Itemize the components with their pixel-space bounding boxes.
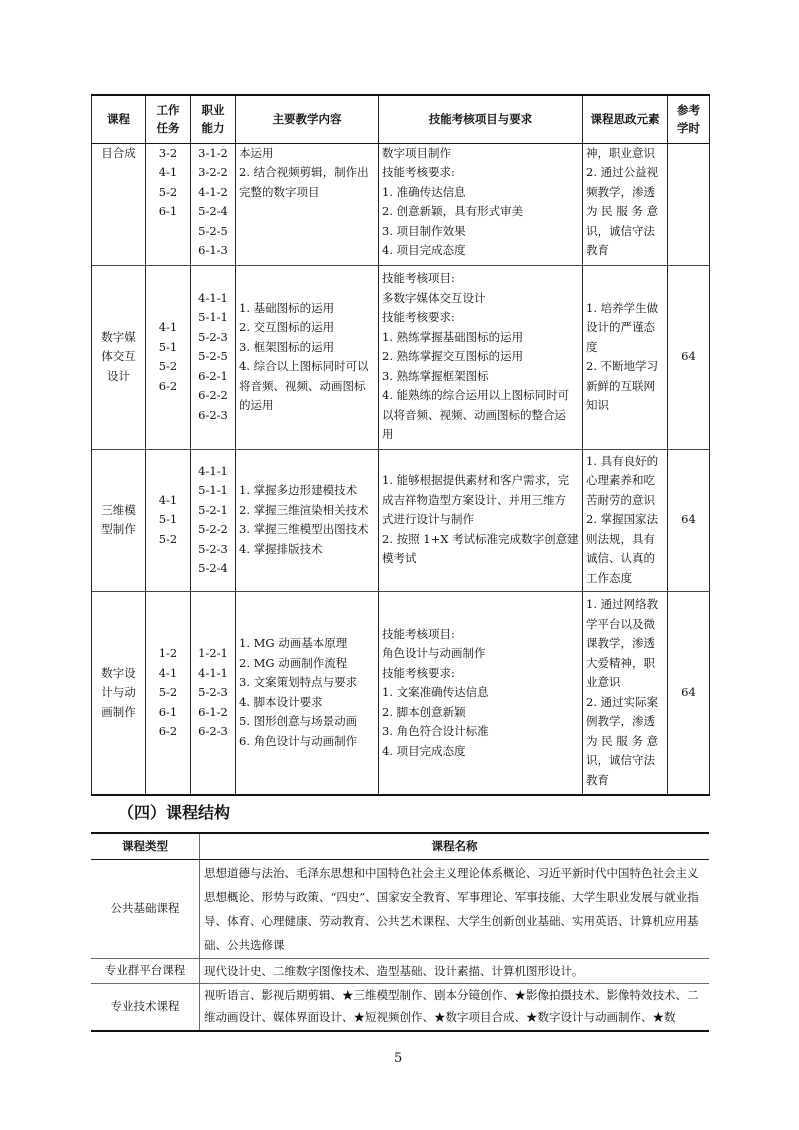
teaching-content-line: 1. MG 动画基本原理 [239, 636, 348, 651]
ideology-elements [583, 143, 668, 265]
career-abilities [191, 449, 236, 591]
teaching-content-line: 2. 结合视频剪辑，制作出 [239, 165, 369, 179]
ideology-elements-line: 1. 培养学生做 [586, 300, 659, 315]
work-tasks [146, 143, 191, 265]
ideology-elements-line: 2. 通过实际案 [586, 694, 659, 709]
skill-assessment-line: 3. 项目制作效果 [382, 223, 466, 238]
course-names: 现代设计史、二维数字图像技术、造型基础、设计素描、计算机图形设计。 [200, 958, 710, 983]
ideology-elements-line: 识，诚信守法 [586, 753, 655, 768]
teaching-content [236, 449, 379, 591]
ideology-elements-line: 为 民 服 务 意 [586, 733, 659, 748]
career-abilities-line: 5-2-3 [198, 329, 228, 344]
ideology-elements-line: 教育 [586, 243, 609, 257]
career-abilities-line: 6-2-2 [198, 388, 228, 403]
skill-assessment-line: 1. 能够根据提供素材和客户需求，完 [382, 473, 570, 488]
ideology-elements-line: 1. 具有良好的 [586, 453, 659, 468]
skill-assessment-line: 2. 按照 1+X 考试标准完成数字创意建 [382, 531, 579, 546]
reference-hours: 64 [668, 449, 710, 591]
course-type: 专业技术课程 [91, 983, 200, 1031]
teaching-content-line: 的运用 [239, 398, 274, 412]
career-abilities-line: 5-1-1 [198, 310, 228, 325]
career-abilities-line: 6-2-3 [198, 724, 228, 738]
teaching-content [236, 591, 379, 795]
teaching-content-line: 完整的数字项目 [239, 184, 320, 199]
career-abilities-line: 4-1-1 [198, 290, 228, 305]
skill-assessment-line: 4. 项目完成态度 [382, 743, 466, 758]
skill-assessment-line: 2. 熟练掌握交互图标的运用 [382, 349, 524, 364]
ideology-elements-line: 识，诚信守法 [586, 223, 655, 238]
teaching-content [236, 143, 379, 265]
skill-assessment-line: 3. 熟练掌握框架图标 [382, 368, 489, 383]
career-abilities-line: 3-2-2 [198, 165, 228, 179]
teaching-content-line: 5. 图形创意与场景动画 [239, 714, 358, 729]
ideology-elements-line: 频教学，渗透 [586, 184, 655, 199]
course-table [91, 94, 710, 796]
skill-assessment-line: 技能考核要求: [382, 165, 455, 179]
skill-assessment-line: 数字项目制作 [382, 145, 451, 160]
career-abilities-line: 5-2-4 [198, 204, 228, 218]
ideology-elements-line: 例教学，渗透 [586, 714, 655, 729]
work-tasks [146, 591, 191, 795]
teaching-content-line: 1. 基础图标的运用 [239, 300, 335, 315]
work-tasks-line: 3-2 [158, 145, 178, 160]
work-tasks-line: 4-1 [158, 320, 178, 334]
work-tasks [146, 265, 191, 449]
career-abilities [191, 143, 236, 265]
career-abilities-line: 6-2-3 [198, 407, 228, 422]
career-abilities-line: 5-2-2 [198, 522, 228, 536]
table-row [92, 591, 710, 795]
work-tasks-line: 4-1 [158, 665, 178, 680]
teaching-content-line: 本运用 [239, 145, 274, 160]
page-number: 5 [394, 1051, 403, 1066]
skill-assessment-line: 多数字媒体交互设计 [382, 290, 486, 305]
teaching-content-line: 将音频、视频、动画图标 [239, 378, 366, 393]
ideology-elements-line: 苦耐劳的意识 [586, 492, 655, 507]
work-tasks-line: 6-2 [158, 724, 178, 738]
teaching-content-line: 2. 交互图标的运用 [239, 320, 335, 334]
work-tasks-line: 5-1 [158, 512, 178, 527]
header-course-type: 课程类型 [91, 833, 200, 859]
skill-assessment-line: 角色设计与动画制作 [382, 646, 486, 660]
skill-assessment-line: 4. 能熟练的综合运用以上图标同时可 [382, 388, 570, 403]
course-name: 三维模 型制作 [92, 449, 146, 591]
ideology-elements-line: 则法规，具有 [586, 531, 655, 546]
ideology-elements-line: 2. 掌握国家法 [586, 512, 659, 527]
career-abilities-line: 5-2-5 [198, 349, 228, 364]
skill-assessment-line: 式进行设计与制作 [382, 512, 474, 527]
career-abilities-line: 5-2-5 [198, 223, 228, 238]
skill-assessment-line: 以将音频、视频、动画图标的整合运 [382, 407, 566, 422]
skill-assessment-line: 3. 角色符合设计标准 [382, 724, 489, 738]
reference-hours: 64 [668, 591, 710, 795]
ideology-elements-line: 知识 [586, 398, 609, 412]
ideology-elements-line: 大爱精神，职 [586, 655, 655, 670]
work-tasks-line: 6-2 [158, 378, 178, 393]
teaching-content-line: 2. 掌握三维渲染相关技术 [239, 502, 369, 517]
work-tasks [146, 449, 191, 591]
ideology-elements-line: 学平台以及微 [586, 616, 655, 631]
teaching-content-line: 4. 综合以上图标同时可以 [239, 359, 369, 373]
career-abilities-line: 3-1-2 [198, 145, 228, 160]
work-tasks-line: 5-2 [158, 359, 178, 373]
skill-assessment-line: 模考试 [382, 551, 417, 566]
skill-assessment-line: 2. 创意新颖，具有形式审美 [382, 204, 524, 218]
work-tasks-line: 4-1 [158, 492, 178, 507]
skill-assessment-line: 成吉祥物造型方案设计、并用三维方 [382, 492, 566, 507]
work-tasks-line: 5-1 [158, 339, 178, 354]
career-abilities-line: 6-1-3 [198, 243, 228, 257]
ideology-elements-line: 2. 通过公益视 [586, 165, 659, 179]
career-abilities-line: 4-1-1 [198, 665, 228, 680]
skill-assessment-line: 技能考核要求: [382, 665, 455, 680]
reference-hours: 64 [668, 265, 710, 449]
course-name: 数字设 计与动 画制作 [92, 591, 146, 795]
work-tasks-line: 6-1 [158, 704, 178, 719]
career-abilities-line: 1-2-1 [198, 646, 228, 660]
ideology-elements-line: 设计的严谨态 [586, 320, 655, 334]
ideology-elements-line: 工作态度 [586, 570, 632, 585]
table-row [91, 983, 709, 1031]
ideology-elements-line: 心理素养和吃 [586, 473, 655, 488]
work-tasks-line: 5-2 [158, 531, 178, 546]
ideology-elements-line: 课教学，渗透 [586, 636, 655, 651]
work-tasks-line: 5-2 [158, 685, 178, 699]
table-row [92, 143, 710, 265]
teaching-content-line: 4. 掌握排版技术 [239, 541, 323, 556]
ideology-elements [583, 265, 668, 449]
table-row [92, 449, 710, 591]
teaching-content-line: 3. 文案策划特点与要求 [239, 675, 358, 690]
career-abilities-line: 4-1-2 [198, 184, 228, 199]
header-skills: 技能考核项目与要求 [379, 95, 583, 143]
teaching-content-line: 1. 掌握多边形建模技术 [239, 483, 358, 497]
work-tasks-line: 6-1 [158, 204, 178, 218]
header-hours: 参考 学时 [668, 95, 710, 143]
career-abilities-line: 6-1-2 [198, 704, 228, 719]
header-ability: 职业 能力 [191, 95, 236, 143]
course-structure-table [91, 832, 709, 1032]
course-names: 视听语言、影视后期剪辑、★三维模型制作、剧本分镜创作、★影像拍摄技术、影像特效技术、二维动画设计、媒体界面设计、★短视频创作、★数字项目合成、★数字设计与动画制作、★数 [200, 983, 710, 1031]
teaching-content [236, 265, 379, 449]
skill-assessment [379, 265, 583, 449]
ideology-elements [583, 449, 668, 591]
ideology-elements [583, 591, 668, 795]
career-abilities-line: 5-2-3 [198, 685, 228, 699]
skill-assessment [379, 143, 583, 265]
skill-assessment-line: 技能考核项目: [382, 626, 455, 641]
course-type: 专业群平台课程 [91, 958, 200, 983]
skill-assessment [379, 591, 583, 795]
ideology-elements-line: 2. 不断地学习 [586, 359, 659, 373]
work-tasks-line: 5-2 [158, 184, 178, 199]
header-content: 主要教学内容 [236, 95, 379, 143]
section-title: （四）课程结构 [118, 803, 231, 822]
teaching-content-line: 2. MG 动画制作流程 [239, 655, 348, 670]
table-row [91, 859, 709, 958]
ideology-elements-line: 教育 [586, 772, 609, 787]
header-course: 课程 [92, 95, 146, 143]
career-abilities [191, 265, 236, 449]
career-abilities-line: 6-2-1 [198, 368, 228, 383]
career-abilities-line: 4-1-1 [198, 463, 228, 478]
course-name: 目合成 [92, 143, 146, 265]
ideology-elements-line: 业意识 [586, 675, 621, 690]
career-abilities [191, 591, 236, 795]
teaching-content-line: 4. 脚本设计要求 [239, 694, 323, 709]
ideology-elements-line: 新鲜的互联网 [586, 378, 655, 393]
career-abilities-line: 5-2-1 [198, 502, 228, 517]
work-tasks-line: 1-2 [158, 646, 178, 660]
skill-assessment-line: 用 [382, 427, 394, 442]
teaching-content-line: 3. 掌握三维模型出图技术 [239, 522, 369, 536]
header-ideology: 课程思政元素 [583, 95, 668, 143]
ideology-elements-line: 度 [586, 339, 598, 354]
skill-assessment-line: 4. 项目完成态度 [382, 243, 466, 257]
header-course-names: 课程名称 [200, 833, 710, 859]
skill-assessment-line: 1. 熟练掌握基础图标的运用 [382, 329, 524, 344]
career-abilities-line: 5-1-1 [198, 483, 228, 497]
teaching-content-line: 3. 框架图标的运用 [239, 339, 335, 354]
skill-assessment-line: 1. 准确传达信息 [382, 184, 466, 199]
work-tasks-line: 4-1 [158, 165, 178, 179]
skill-assessment-line: 1. 文案准确传达信息 [382, 685, 489, 699]
ideology-elements-line: 1. 通过网络教 [586, 597, 659, 612]
ideology-elements-line: 神，职业意识 [586, 145, 655, 160]
ideology-elements-line: 为 民 服 务 意 [586, 204, 659, 218]
course-name: 数字媒 体交互 设计 [92, 265, 146, 449]
course-type: 公共基础课程 [91, 859, 200, 958]
career-abilities-line: 5-2-3 [198, 541, 228, 556]
header-task: 工作 任务 [146, 95, 191, 143]
skill-assessment-line: 技能考核要求: [382, 310, 455, 325]
skill-assessment-line: 技能考核项目: [382, 271, 455, 286]
reference-hours [668, 143, 710, 265]
table-row [92, 265, 710, 449]
teaching-content-line: 6. 角色设计与动画制作 [239, 733, 358, 748]
skill-assessment [379, 449, 583, 591]
ideology-elements-line: 诚信、认真的 [586, 551, 655, 566]
course-names: 思想道德与法治、毛泽东思想和中国特色社会主义理论体系概论、习近平新时代中国特色社会主义思想概论、形势与政策、“四史”、国家安全教育、军事理论、军事技能、大学生职业发展与就业指导、体育、心理健康、劳动教育、公共艺术课程、大学生创新创业基础、实用英语、计算机应用基础、公共选修课 [200, 859, 710, 958]
skill-assessment-line: 2. 脚本创意新颖 [382, 704, 466, 719]
career-abilities-line: 5-2-4 [198, 561, 228, 575]
table-row [91, 958, 709, 983]
